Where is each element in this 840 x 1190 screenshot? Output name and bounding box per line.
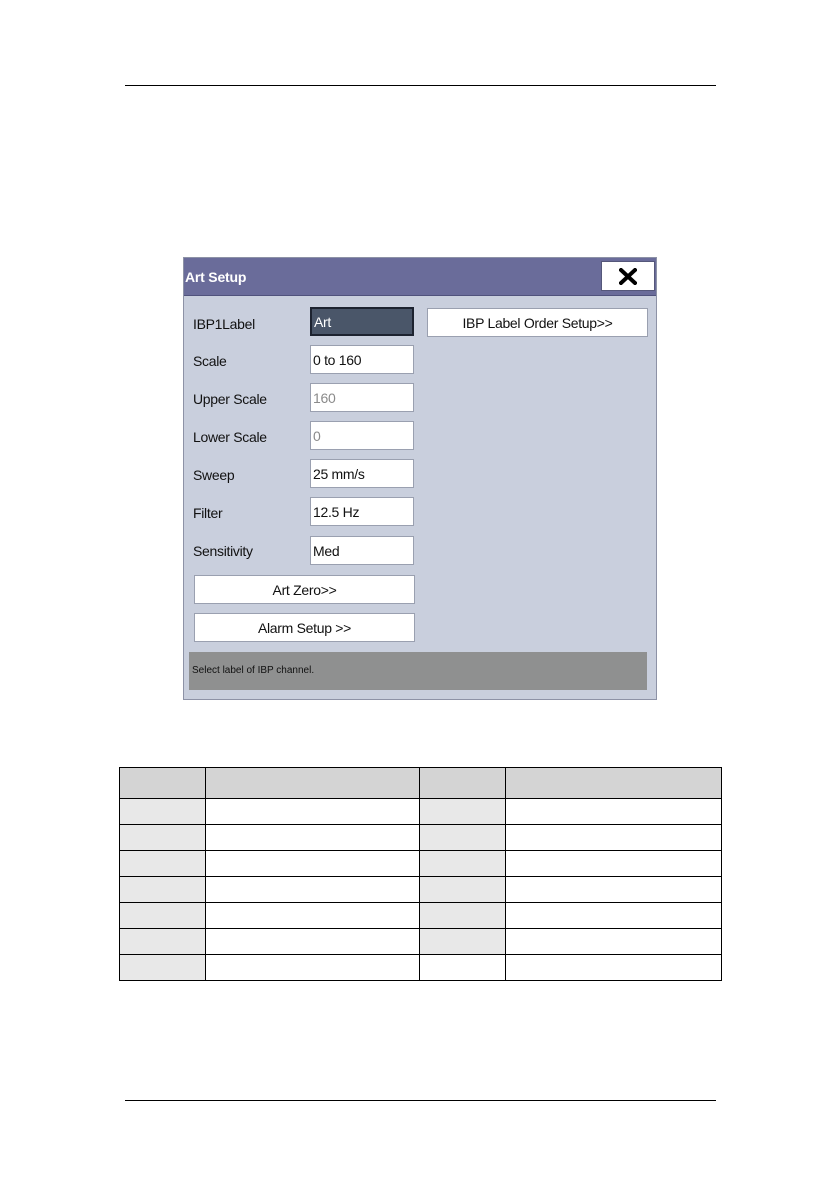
sweep-label: Sweep bbox=[193, 467, 235, 483]
art-zero-button[interactable]: Art Zero>> bbox=[194, 575, 415, 604]
table-cell bbox=[420, 903, 506, 929]
table-cell bbox=[206, 903, 420, 929]
table-cell bbox=[506, 903, 722, 929]
table-cell bbox=[206, 955, 420, 981]
filter-select[interactable]: 12.5 Hz bbox=[310, 497, 414, 526]
table-cell bbox=[420, 799, 506, 825]
table-cell bbox=[206, 929, 420, 955]
empty-table bbox=[119, 767, 722, 981]
upper-scale-field: 160 bbox=[310, 383, 414, 412]
table-header-row bbox=[120, 768, 722, 799]
table-row bbox=[120, 955, 722, 981]
table-cell bbox=[506, 825, 722, 851]
table-header-cell bbox=[420, 768, 506, 799]
alarm-setup-button[interactable]: Alarm Setup >> bbox=[194, 613, 415, 642]
lower-scale-label: Lower Scale bbox=[193, 429, 267, 445]
label-order-setup-button[interactable]: IBP Label Order Setup>> bbox=[427, 308, 648, 337]
table-cell bbox=[420, 877, 506, 903]
table-header-cell bbox=[206, 768, 420, 799]
lower-scale-field: 0 bbox=[310, 421, 414, 450]
art-setup-dialog bbox=[183, 257, 657, 700]
filter-label: Filter bbox=[193, 505, 223, 521]
close-button[interactable] bbox=[601, 261, 655, 291]
dialog-title: Art Setup bbox=[185, 269, 247, 285]
table-cell bbox=[120, 851, 206, 877]
table-row bbox=[120, 877, 722, 903]
header-rule bbox=[125, 85, 716, 86]
table-cell bbox=[506, 877, 722, 903]
table-cell bbox=[206, 877, 420, 903]
table-row bbox=[120, 903, 722, 929]
table-cell bbox=[506, 851, 722, 877]
table-cell bbox=[420, 955, 506, 981]
table-cell bbox=[206, 851, 420, 877]
table-cell bbox=[120, 955, 206, 981]
table-row bbox=[120, 825, 722, 851]
table-cell bbox=[120, 825, 206, 851]
status-bar bbox=[189, 652, 647, 690]
table-header-cell bbox=[506, 768, 722, 799]
ibp1-label-select[interactable]: Art bbox=[310, 307, 414, 336]
table-cell bbox=[420, 929, 506, 955]
sweep-select[interactable]: 25 mm/s bbox=[310, 459, 414, 488]
table-cell bbox=[506, 955, 722, 981]
table-header-cell bbox=[120, 768, 206, 799]
status-text: Select label of IBP channel. bbox=[192, 665, 315, 676]
table-cell bbox=[420, 825, 506, 851]
table-cell bbox=[506, 799, 722, 825]
table-cell bbox=[120, 877, 206, 903]
table-cell bbox=[420, 851, 506, 877]
dialog-titlebar bbox=[184, 258, 656, 296]
table-cell bbox=[120, 799, 206, 825]
table-row bbox=[120, 851, 722, 877]
table-cell bbox=[506, 929, 722, 955]
table-row bbox=[120, 799, 722, 825]
table-cell bbox=[206, 799, 420, 825]
footer-rule bbox=[125, 1100, 716, 1101]
table-cell bbox=[206, 825, 420, 851]
sensitivity-label: Sensitivity bbox=[193, 543, 253, 559]
sensitivity-select[interactable]: Med bbox=[310, 536, 414, 565]
scale-label: Scale bbox=[193, 353, 227, 369]
scale-select[interactable]: 0 to 160 bbox=[310, 345, 414, 374]
upper-scale-label: Upper Scale bbox=[193, 391, 267, 407]
close-icon bbox=[619, 268, 637, 285]
table-cell bbox=[120, 903, 206, 929]
ibp1-label-label: IBP1Label bbox=[193, 316, 255, 332]
table-cell bbox=[120, 929, 206, 955]
table-row bbox=[120, 929, 722, 955]
